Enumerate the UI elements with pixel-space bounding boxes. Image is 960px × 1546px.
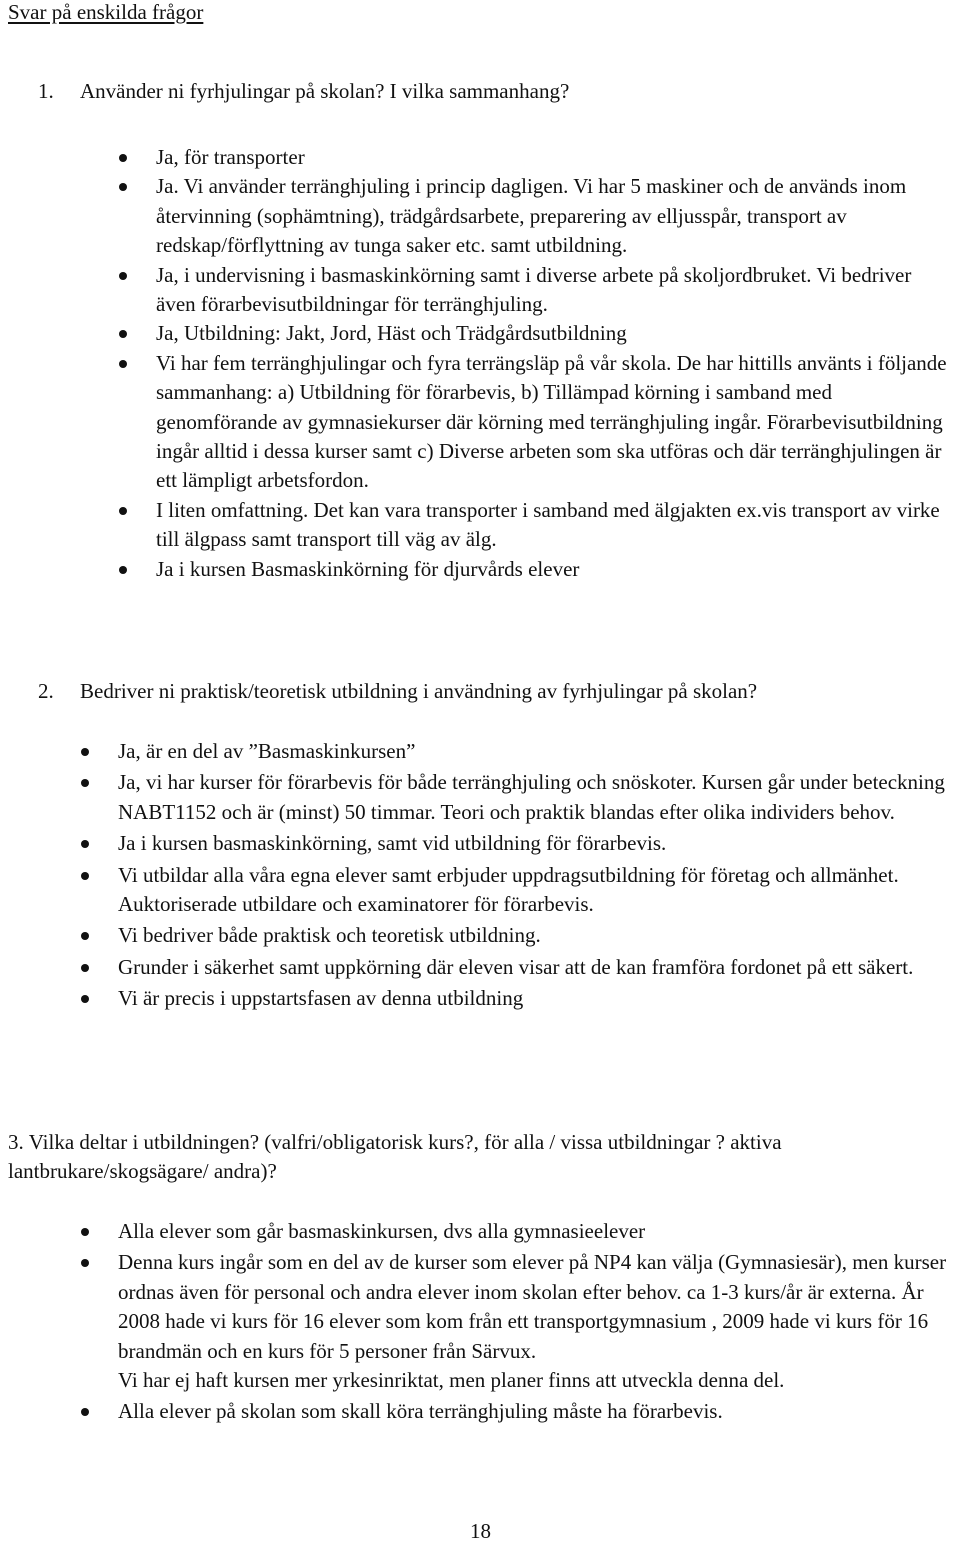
question-2	[38, 677, 757, 706]
answer-continuation: Vi har ej haft kursen mer yrkesinriktat, men planer finns att utveckla denna del.	[118, 1368, 785, 1393]
bullet-icon	[119, 154, 127, 162]
question-text: Vilka deltar i utbildningen? (valfri/obligatorisk kurs?, för alla / vissa utbildningar ? aktiva lantbrukare/skogsägare/ andra)?	[8, 1130, 782, 1184]
answer-text: Ja, är en del av ”Basmaskinkursen”	[118, 739, 416, 763]
list-item	[118, 1248, 960, 1395]
list-item	[118, 953, 956, 982]
answer-text: Ja, i undervisning i basmaskinkörning samt i diverse arbete på skoljordbruket. Vi bedriver även förarbevisutbildningar för terränghjuling.	[156, 262, 912, 317]
bullet-icon	[119, 272, 127, 280]
bullet-icon	[81, 748, 89, 756]
list-item	[118, 737, 956, 766]
bullet-icon	[119, 330, 127, 338]
bullet-icon	[81, 872, 89, 880]
answer-text: Ja, Utbildning: Jakt, Jord, Häst och Trädgårdsutbildning	[156, 321, 627, 346]
bullet-icon	[81, 1408, 89, 1416]
answer-text: Alla elever som går basmaskinkursen, dvs alla gymnasieelever	[118, 1219, 646, 1243]
answer-text: Vi är precis i uppstartsfasen av denna utbildning	[118, 986, 524, 1011]
list-item	[118, 1217, 960, 1246]
answer-list-2	[118, 737, 956, 1014]
list-item	[156, 349, 956, 496]
answer-text: Ja. Vi använder terränghjuling i princip dagligen. Vi har 5 maskiner och de används inom återvinning (sophämtning), trädgårdsarbete, preparering av elljusspår, transport av redskap/förflyttning av tunga saker etc. samt utbildning.	[156, 174, 907, 258]
bullet-icon	[81, 779, 89, 787]
question-number: 3.	[8, 1130, 24, 1154]
list-item	[118, 921, 956, 950]
list-item	[156, 555, 956, 584]
answer-list-1	[156, 143, 956, 584]
list-item	[118, 829, 956, 858]
list-item	[156, 172, 956, 260]
bullet-icon	[81, 964, 89, 972]
bullet-icon	[119, 566, 127, 574]
bullet-icon	[81, 995, 89, 1003]
answer-text: I liten omfattning. Det kan vara transporter i samband med älgjakten ex.vis transport av virke till älgpass samt transport till väg av älg.	[156, 497, 940, 552]
answer-text: Vi bedriver både praktisk och teoretisk utbildning.	[118, 923, 541, 948]
answer-text: Grunder i säkerhet samt uppkörning där eleven visar att de kan framföra fordonet på ett säkert.	[118, 954, 914, 979]
list-item	[156, 496, 956, 555]
answer-text: Vi utbildar alla våra egna elever samt erbjuder uppdragsutbildning för företag och allmänhet. Auktoriserade utbildare och examinatorer för förarbevis.	[118, 862, 899, 917]
page-number: 18	[470, 1519, 491, 1543]
bullet-icon	[81, 840, 89, 848]
list-item	[156, 143, 956, 172]
list-item	[118, 768, 956, 827]
answer-text: Ja, för transporter	[156, 145, 305, 169]
question-text: Bedriver ni praktisk/teoretisk utbildning i användning av fyrhjulingar på skolan?	[80, 679, 758, 703]
answer-list-3	[118, 1217, 960, 1427]
answer-text: Alla elever på skolan som skall köra terränghjuling måste ha förarbevis.	[118, 1399, 723, 1424]
question-number: 2.	[38, 679, 54, 703]
answer-text: Vi har fem terränghjulingar och fyra terrängsläp på vår skola. De har hittills använts i följande sammanhang: a) Utbildning för förarbevis, b) Tillämpad körning i samband med genomförande av gymnasiekurser där körning med terränghjuling ingår. Förarbevisutbildning ingår alltid i dessa kurser samt c) Diverse arbeten som ska utföras och där terränghjulingen är ett lämpligt arbetsfordon.	[156, 350, 947, 493]
question-1	[38, 77, 569, 106]
bullet-icon	[119, 183, 127, 191]
question-3	[8, 1128, 953, 1187]
answer-text: Ja, vi har kurser för förarbevis för både terränghjuling och snöskoter. Kursen går under beteckning NABT1152 och är (minst) 50 timmar. Teori och praktik blandas efter olika individers behov.	[118, 770, 945, 824]
list-item	[118, 984, 956, 1013]
bullet-icon	[81, 1228, 89, 1236]
bullet-icon	[119, 360, 127, 368]
list-item	[118, 861, 956, 920]
answer-text: Ja i kursen basmaskinkörning, samt vid utbildning för förarbevis.	[118, 831, 667, 856]
list-item	[118, 1397, 960, 1426]
section-heading: Svar på enskilda frågor	[8, 0, 204, 24]
question-text: Använder ni fyrhjulingar på skolan? I vilka sammanhang?	[80, 79, 570, 103]
answer-text: Denna kurs ingår som en del av de kurser som elever på NP4 kan välja (Gymnasiesär), men kurser ordnas även för personal och andra elever inom skolan efter behov. ca 1-3 kurs/år är externa. År 2008 hade vi kurs för 16 elever som kom från ett transportgymnasium , 2009 hade vi kurs för 16 brandmän och en kurs för 5 personer från Särvux.	[118, 1250, 947, 1363]
question-number: 1.	[38, 79, 54, 103]
bullet-icon	[81, 1259, 89, 1267]
list-item	[156, 261, 956, 320]
bullet-icon	[81, 932, 89, 940]
list-item	[156, 319, 956, 348]
bullet-icon	[119, 507, 127, 515]
answer-text: Ja i kursen Basmaskinkörning för djurvårds elever	[156, 556, 580, 581]
